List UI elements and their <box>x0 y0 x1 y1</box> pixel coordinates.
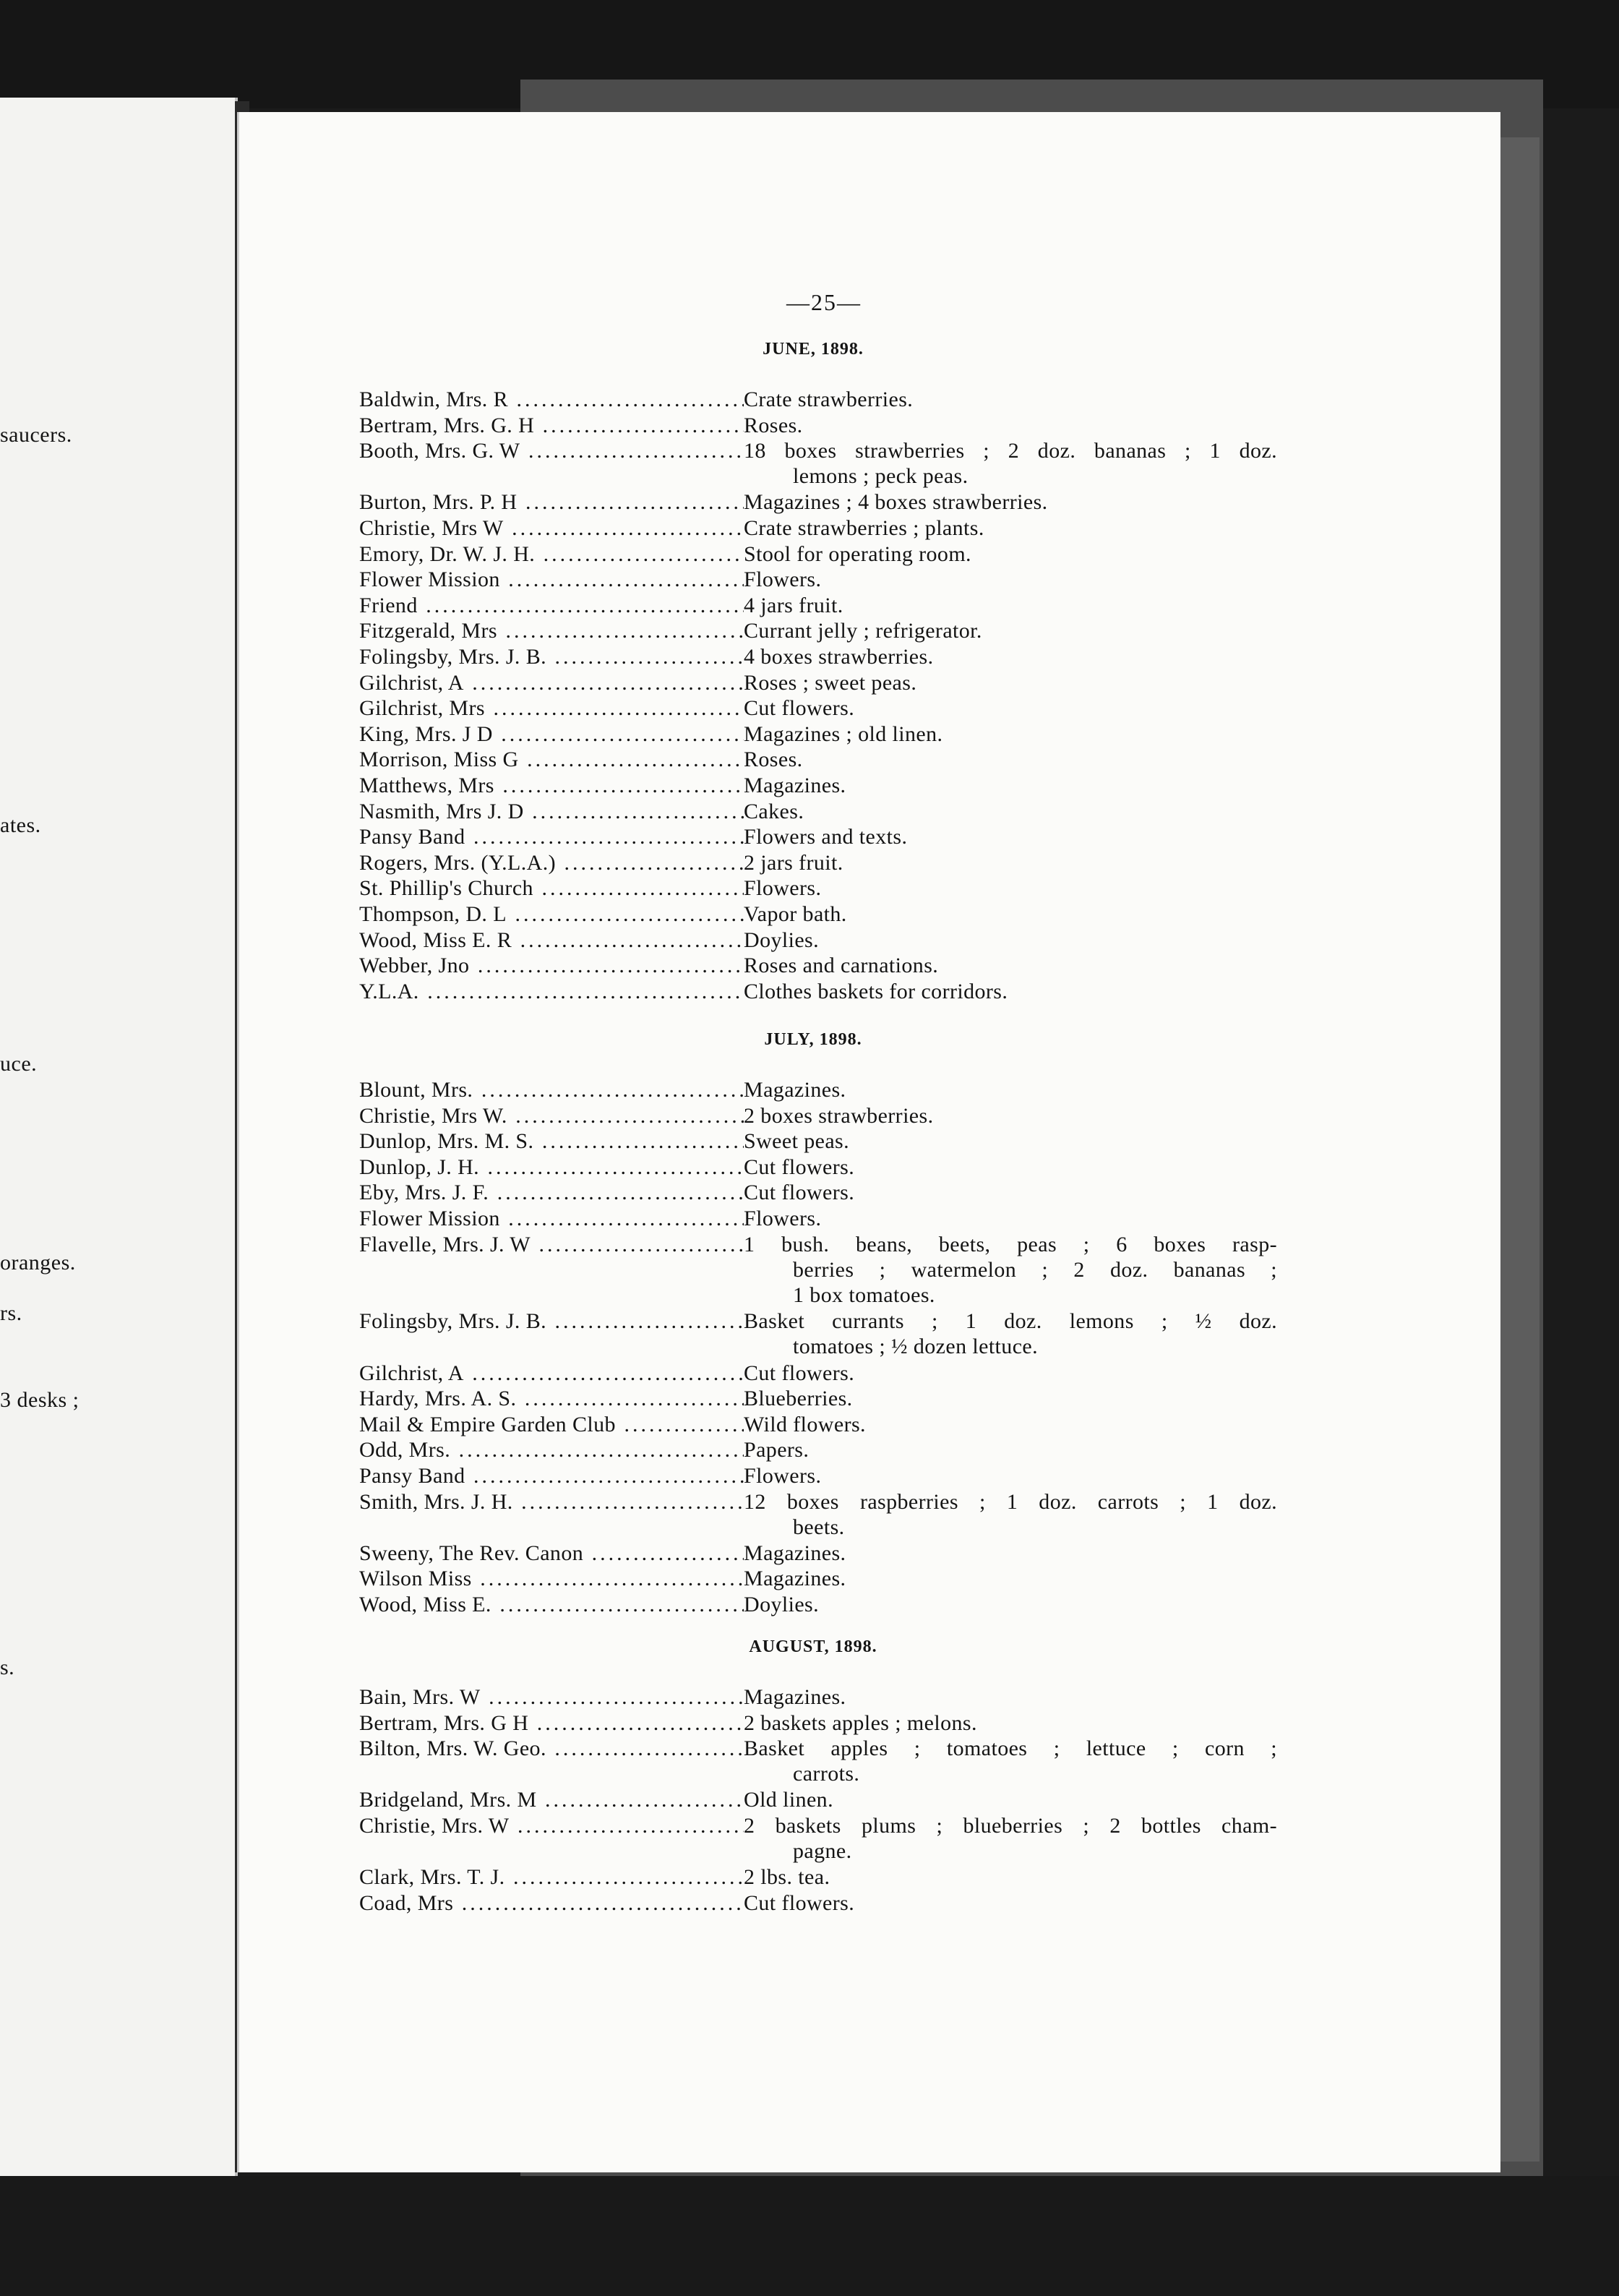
gift-description: Roses and carnations. <box>744 954 939 978</box>
donation-entry <box>359 670 1277 695</box>
donation-entry <box>359 1437 1277 1462</box>
gift-description: Cakes. <box>744 799 804 823</box>
gift-description: Magazines. <box>744 1541 846 1565</box>
gift-description: Magazines. <box>744 774 846 797</box>
left-fragment: uce. <box>0 1052 38 1076</box>
donation-entry <box>359 1736 1277 1786</box>
gift-description: Magazines ; 4 boxes strawberries. <box>744 490 1048 515</box>
donation-entry <box>359 541 1277 567</box>
donor-name: Gilchrist, Mrs ..... <box>359 695 744 721</box>
donation-entry <box>359 721 1277 747</box>
donation-entry <box>359 1864 1277 1890</box>
donor-name: Clark, Mrs. T. J. ..... <box>359 1864 744 1890</box>
donation-entry <box>359 979 1277 1004</box>
left-fragment: 3 desks ; <box>0 1388 80 1412</box>
gift-description-continued: beets. <box>793 1515 845 1539</box>
donor-name: Smith, Mrs. J. H. ..... <box>359 1489 744 1515</box>
left-fragment: ates. <box>0 813 41 837</box>
donation-entry <box>359 824 1277 849</box>
left-fragment: saucers. <box>0 423 72 447</box>
donation-entry <box>359 1592 1277 1617</box>
gift-description: Basket currants ; 1 doz. lemons ; ½ doz. <box>744 1309 1277 1334</box>
donor-name: Christie, Mrs. W ..... <box>359 1813 744 1838</box>
donation-entry <box>359 1308 1277 1359</box>
section-heading: JULY, 1898. <box>764 1030 862 1049</box>
donation-entry <box>359 1206 1277 1231</box>
donor-name: Sweeny, The Rev. Canon ..... <box>359 1541 744 1566</box>
donor-name: Y.L.A. ..... <box>359 979 744 1004</box>
donor-name: Wood, Miss E. R ..... <box>359 928 744 953</box>
donation-entry <box>359 875 1277 901</box>
gift-description: Flowers. <box>744 1464 822 1488</box>
gift-description: Blueberries. <box>744 1387 853 1411</box>
donation-entry <box>359 773 1277 798</box>
donation-entry <box>359 1566 1277 1591</box>
donor-name: Friend ..... <box>359 593 744 618</box>
donor-name: Bilton, Mrs. W. Geo. ..... <box>359 1736 744 1761</box>
gift-description: Flowers. <box>744 876 822 901</box>
donation-entry <box>359 1412 1277 1437</box>
gift-description: Old linen. <box>744 1788 833 1812</box>
donor-name: Mail & Empire Garden Club ..... <box>359 1412 744 1437</box>
donation-entry <box>359 1463 1277 1488</box>
gift-description-continued: berries ; watermelon ; 2 doz. bananas ; <box>793 1257 1277 1282</box>
donor-name: King, Mrs. J D ..... <box>359 721 744 747</box>
donation-entry <box>359 1180 1277 1205</box>
page-number: —25— <box>786 289 862 315</box>
donor-name: St. Phillip's Church ..... <box>359 875 744 901</box>
donation-entry <box>359 1813 1277 1863</box>
donor-name: Pansy Band ..... <box>359 1463 744 1488</box>
donor-name: Coad, Mrs ..... <box>359 1890 744 1916</box>
gift-description: 2 baskets plums ; blueberries ; 2 bottles cham- <box>744 1814 1277 1838</box>
donor-name: Pansy Band ..... <box>359 824 744 849</box>
gift-description: Flowers. <box>744 1207 822 1230</box>
donation-entry <box>359 593 1277 618</box>
donation-entry <box>359 1361 1277 1386</box>
donor-name: Gilchrist, A ..... <box>359 670 744 695</box>
gift-description: Cut flowers. <box>744 1361 855 1385</box>
donor-name: Odd, Mrs. ..... <box>359 1437 744 1462</box>
donation-entry <box>359 438 1277 489</box>
section-heading: AUGUST, 1898. <box>749 1637 877 1656</box>
donor-name: Christie, Mrs W. ..... <box>359 1103 744 1128</box>
donation-entry <box>359 618 1277 643</box>
gift-description: Wild flowers. <box>744 1412 866 1436</box>
gift-description: Doylies. <box>744 928 820 952</box>
gift-description: Flowers and texts. <box>744 825 908 849</box>
donor-name: Folingsby, Mrs. J. B. ..... <box>359 644 744 669</box>
donor-name: Nasmith, Mrs J. D ..... <box>359 799 744 824</box>
donor-name: Rogers, Mrs. (Y.L.A.) ..... <box>359 850 744 875</box>
donor-name: Wood, Miss E. ..... <box>359 1592 744 1617</box>
donor-name: Dunlop, J. H. ..... <box>359 1155 744 1180</box>
gift-description-continued: carrots. <box>793 1762 860 1786</box>
donation-entry <box>359 1890 1277 1916</box>
gift-description: Cut flowers. <box>744 1890 855 1915</box>
gift-description: Doylies. <box>744 1593 820 1616</box>
gift-description: Magazines ; old linen. <box>744 721 943 746</box>
donation-entry <box>359 567 1277 592</box>
left-fragment: s. <box>0 1655 15 1679</box>
gift-description: Roses. <box>744 748 803 772</box>
gift-description: Papers. <box>744 1438 810 1462</box>
section-heading: JUNE, 1898. <box>763 340 864 359</box>
donation-entry <box>359 515 1277 541</box>
left-page <box>0 98 238 2176</box>
donor-name: Bertram, Mrs. G H ..... <box>359 1710 744 1736</box>
gift-description: Cut flowers. <box>744 696 855 721</box>
gift-description: Vapor bath. <box>744 902 847 926</box>
gift-description: Crate strawberries ; plants. <box>744 516 984 540</box>
donation-entry <box>359 387 1277 412</box>
gift-description: 4 jars fruit. <box>744 593 843 617</box>
donation-entry <box>359 1787 1277 1812</box>
donation-entry <box>359 747 1277 772</box>
gift-description: Currant jelly ; refrigerator. <box>744 619 982 643</box>
gift-description: Basket apples ; tomatoes ; lettuce ; corn ; <box>744 1736 1277 1761</box>
donor-name: Burton, Mrs. P. H ..... <box>359 489 744 515</box>
donor-name: Flavelle, Mrs. J. W ..... <box>359 1232 744 1257</box>
donor-name: Bertram, Mrs. G. H ..... <box>359 413 744 438</box>
gift-description: Stool for operating room. <box>744 541 971 566</box>
donor-name: Hardy, Mrs. A. S. ..... <box>359 1386 744 1411</box>
donation-entry <box>359 1232 1277 1307</box>
gift-description-continued: pagne. <box>793 1839 852 1863</box>
gift-description: 2 jars fruit. <box>744 850 843 875</box>
donation-entry <box>359 1103 1277 1128</box>
donor-name: Eby, Mrs. J. F. ..... <box>359 1180 744 1205</box>
donor-name: Blount, Mrs. ..... <box>359 1077 744 1102</box>
donation-entry <box>359 850 1277 875</box>
gift-description: Roses ; sweet peas. <box>744 670 917 695</box>
donor-name: Folingsby, Mrs. J. B. ..... <box>359 1308 744 1334</box>
donor-name: Wilson Miss ..... <box>359 1566 744 1591</box>
gift-description: 12 boxes raspberries ; 1 doz. carrots ; 1 doz. <box>744 1489 1277 1514</box>
donation-entry <box>359 644 1277 669</box>
donation-entry <box>359 413 1277 438</box>
donation-entry <box>359 489 1277 515</box>
donor-name: Gilchrist, A ..... <box>359 1361 744 1386</box>
donation-entry <box>359 695 1277 721</box>
gift-description: Roses. <box>744 413 803 437</box>
gift-description: Magazines. <box>744 1685 846 1709</box>
donation-entry <box>359 1710 1277 1736</box>
gift-description-continued: lemons ; peck peas. <box>793 464 969 489</box>
donor-name: Matthews, Mrs ..... <box>359 773 744 798</box>
donor-name: Webber, Jno ..... <box>359 953 744 978</box>
donation-entry <box>359 1489 1277 1539</box>
left-fragment: oranges. <box>0 1251 76 1275</box>
donation-entry <box>359 901 1277 927</box>
gift-description: Cut flowers. <box>744 1181 855 1205</box>
gift-description: Clothes baskets for corridors. <box>744 979 1008 1003</box>
gift-description: Magazines. <box>744 1078 846 1102</box>
donation-entry <box>359 1128 1277 1154</box>
donor-name: Christie, Mrs W ..... <box>359 515 744 541</box>
donor-name: Bain, Mrs. W ..... <box>359 1684 744 1710</box>
scanner-background-bottom <box>0 2176 1619 2296</box>
donor-name: Booth, Mrs. G. W ..... <box>359 438 744 463</box>
donor-name: Thompson, D. L ..... <box>359 901 744 927</box>
gift-description-continued: tomatoes ; ½ dozen lettuce. <box>793 1335 1039 1359</box>
donor-name: Baldwin, Mrs. R ..... <box>359 387 744 412</box>
gift-description: Crate strawberries. <box>744 387 914 411</box>
donor-name: Bridgeland, Mrs. M ..... <box>359 1787 744 1812</box>
gift-description: Flowers. <box>744 567 822 592</box>
gift-description: 18 boxes strawberries ; 2 doz. bananas ; 1 doz. <box>744 439 1277 463</box>
gift-description: 4 boxes strawberries. <box>744 645 934 669</box>
gift-description: Magazines. <box>744 1567 846 1591</box>
donation-entry <box>359 799 1277 824</box>
donation-entry <box>359 1541 1277 1566</box>
donor-name: Dunlop, Mrs. M. S. ..... <box>359 1128 744 1154</box>
donor-name: Flower Mission ..... <box>359 567 744 592</box>
donation-entry <box>359 953 1277 978</box>
gift-description: 1 bush. beans, beets, peas ; 6 boxes rasp- <box>744 1232 1277 1256</box>
donation-entry <box>359 1077 1277 1102</box>
gift-description: 2 baskets apples ; melons. <box>744 1710 977 1735</box>
donor-name: Morrison, Miss G ..... <box>359 747 744 772</box>
donor-name: Flower Mission ..... <box>359 1206 744 1231</box>
donor-name: Emory, Dr. W. J. H. ..... <box>359 541 744 567</box>
donation-entry <box>359 928 1277 953</box>
left-fragment: rs. <box>0 1301 22 1325</box>
donation-entry <box>359 1386 1277 1411</box>
gift-description: 2 boxes strawberries. <box>744 1103 934 1128</box>
gift-description: 2 lbs. tea. <box>744 1865 830 1890</box>
donor-name: Fitzgerald, Mrs ..... <box>359 618 744 643</box>
gift-description: Sweet peas. <box>744 1129 850 1154</box>
gift-description-continued: 1 box tomatoes. <box>793 1282 935 1307</box>
donation-entry <box>359 1155 1277 1180</box>
gift-description: Cut flowers. <box>744 1155 855 1179</box>
left-page-text-fragments <box>0 98 235 2176</box>
donation-entry <box>359 1684 1277 1710</box>
